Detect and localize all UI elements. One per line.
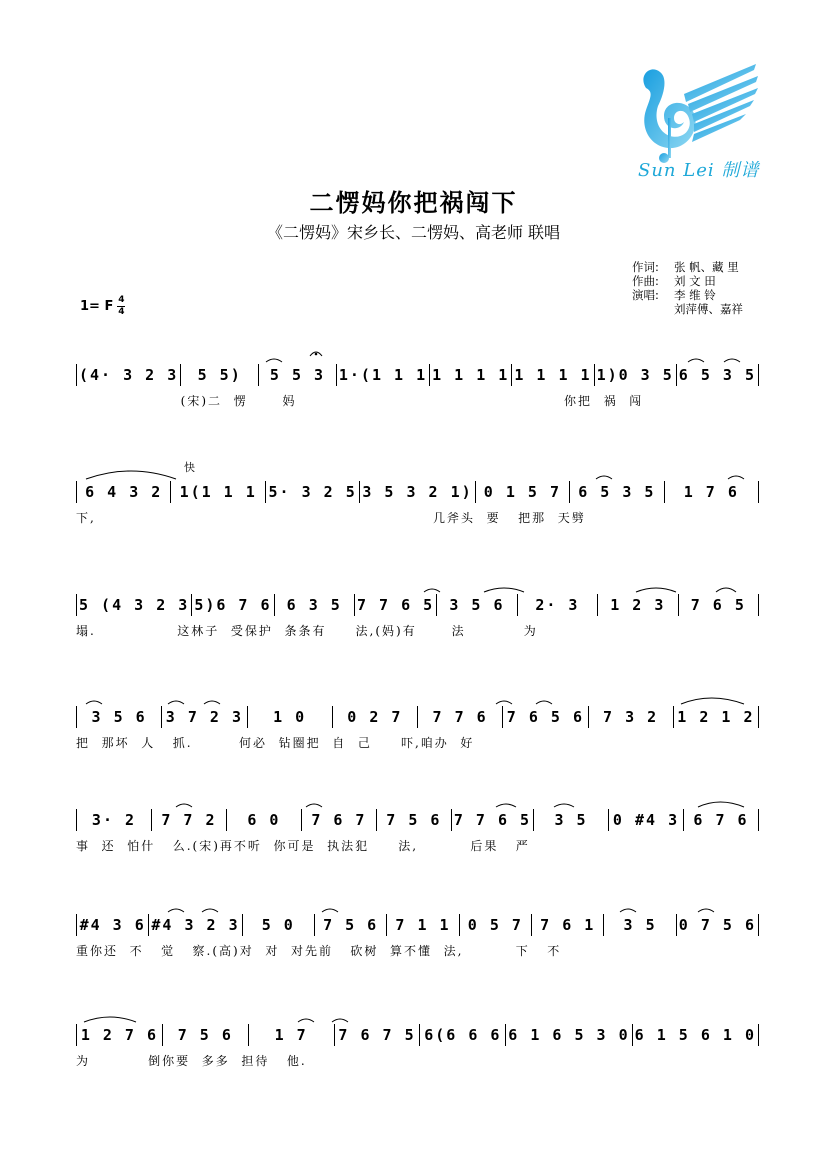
measure: 7 6 5 xyxy=(679,594,759,616)
measure: 3 5 xyxy=(534,809,609,831)
tempo-mark: 快 xyxy=(184,461,195,474)
measure: 6 5 3 5 xyxy=(677,364,759,386)
measure: #4 3 2 3 xyxy=(149,914,242,936)
slur-marks xyxy=(76,900,759,980)
time-signature: 4 4 xyxy=(118,295,125,317)
measure: 3 5 6 xyxy=(76,706,162,728)
staff-system-6 xyxy=(76,900,759,980)
measure: 1 7 xyxy=(249,1024,335,1046)
measure: 5)6 7 6 xyxy=(192,594,274,616)
measure: 5 0 xyxy=(243,914,315,936)
notes-row xyxy=(76,706,759,728)
measure: 1 0 xyxy=(248,706,333,728)
slur-marks xyxy=(76,1010,759,1090)
measure: 1 2 3 xyxy=(598,594,678,616)
measure: 6 7 6 xyxy=(684,809,759,831)
lyrics-row: 把 那坏 人 抓. 何必 钻圈把 自 己 吓,咱办 好 xyxy=(76,736,475,750)
slur-marks xyxy=(76,795,759,875)
credit-singer: 演唱: 李 维 铃 xyxy=(632,288,716,302)
measure: 7 7 2 xyxy=(152,809,227,831)
measure: 7 6 7 xyxy=(302,809,377,831)
measure: 5 (4 3 2 3 xyxy=(76,594,192,616)
slur-marks xyxy=(76,692,759,772)
measure: 1)0 3 5 xyxy=(595,364,677,386)
staff-system-7 xyxy=(76,1010,759,1090)
credit-lyricist: 作词: 张 帆、藏 里 xyxy=(632,260,739,274)
measure: 1 1 1 1 xyxy=(512,364,594,386)
measure: 1 1 1 1 xyxy=(430,364,512,386)
measure: 3 5 xyxy=(604,914,676,936)
measure: 3 5 6 xyxy=(437,594,517,616)
notes-row xyxy=(76,594,759,616)
key-signature: 1= F 4 4 xyxy=(80,295,125,317)
notes-row xyxy=(76,364,759,386)
measure: 7 6 1 xyxy=(532,914,604,936)
measure: 1(1 1 1 xyxy=(171,481,265,503)
credit-composer: 作曲: 刘 文 田 xyxy=(632,274,716,288)
slur-marks xyxy=(76,467,759,547)
notes-row xyxy=(76,481,759,503)
song-subtitle: 《二愣妈》宋乡长、二愣妈、高老师 联唱 xyxy=(266,223,561,242)
measure: 1·(1 1 1 xyxy=(337,364,430,386)
measure: 7 5 6 xyxy=(163,1024,249,1046)
notes-row xyxy=(76,809,759,831)
measure: 7 6 5 6 xyxy=(503,706,588,728)
song-title: 二愣妈你把祸闯下 xyxy=(309,189,518,217)
measure: 7 7 6 5 xyxy=(355,594,437,616)
slur-marks xyxy=(76,350,759,430)
notes-row xyxy=(76,1024,759,1046)
credit-singer-2: 刘萍傅、嘉祥 xyxy=(674,302,743,316)
measure: 3 7 2 3 xyxy=(162,706,247,728)
logo-text: Sun Lei 制谱 xyxy=(638,160,760,181)
credits xyxy=(632,260,743,316)
measure: 0 2 7 xyxy=(333,706,418,728)
measure: 6 0 xyxy=(227,809,302,831)
measure: 7 3 2 xyxy=(589,706,674,728)
measure: 0 7 5 6 xyxy=(677,914,759,936)
measure: 7 5 6 xyxy=(315,914,387,936)
lyrics-row: 事 还 怕什 么.(宋)再不听 你可是 执法犯 法, 后果 严 xyxy=(76,839,530,853)
measure: 6 5 3 5 xyxy=(570,481,664,503)
measure: 7 6 7 5 xyxy=(335,1024,421,1046)
measure: 5 5) xyxy=(181,364,259,386)
slur-marks xyxy=(76,580,759,660)
notes-row xyxy=(76,914,759,936)
measure: #4 3 6 xyxy=(76,914,149,936)
measure: 6(6 6 6 xyxy=(420,1024,506,1046)
staff-system-5 xyxy=(76,795,759,875)
measure: (4· 3 2 3 xyxy=(76,364,181,386)
lyrics-row: 塌. 这林子 受保护 条条有 法,(妈)有 法 为 xyxy=(76,624,538,638)
measure: 5· 3 2 5 xyxy=(266,481,360,503)
measure: 1 2 7 6 xyxy=(76,1024,163,1046)
measure: 3· 2 xyxy=(76,809,152,831)
staff-system-3 xyxy=(76,580,759,660)
measure: 0 1 5 7 xyxy=(476,481,570,503)
measure: 1 7 6 xyxy=(665,481,759,503)
measure: 7 1 1 xyxy=(387,914,459,936)
measure: 5 5 3 xyxy=(259,364,337,386)
lyrics-row: (宋)二 愣 妈 你把 祸 闯 xyxy=(76,394,644,408)
measure: 6 1 5 6 1 0 xyxy=(633,1024,759,1046)
staff-system-1 xyxy=(76,350,759,430)
measure: 0 #4 3 xyxy=(609,809,684,831)
measure: 0 5 7 xyxy=(460,914,532,936)
staff-system-2 xyxy=(76,461,759,547)
measure: 3 5 3 2 1) xyxy=(360,481,475,503)
staff-system-4 xyxy=(76,692,759,772)
measure: 2· 3 xyxy=(518,594,598,616)
lyrics-row: 为 倒你要 多多 担待 他. xyxy=(76,1054,307,1068)
measure: 6 4 3 2 xyxy=(76,481,171,503)
measure: 1 2 1 2 xyxy=(674,706,759,728)
lyrics-row: 重你还 不 觉 察.(高)对 对 对先前 砍树 算不懂 法, 下 不 xyxy=(76,944,562,958)
measure: 7 7 6 xyxy=(418,706,503,728)
measure: 6 3 5 xyxy=(275,594,355,616)
measure: 7 5 6 xyxy=(377,809,452,831)
measure: 7 7 6 5 xyxy=(452,809,534,831)
lyrics-row: 下, 几斧头 要 把那 天劈 xyxy=(76,511,586,525)
measure: 6 1 6 5 3 0 xyxy=(506,1024,632,1046)
